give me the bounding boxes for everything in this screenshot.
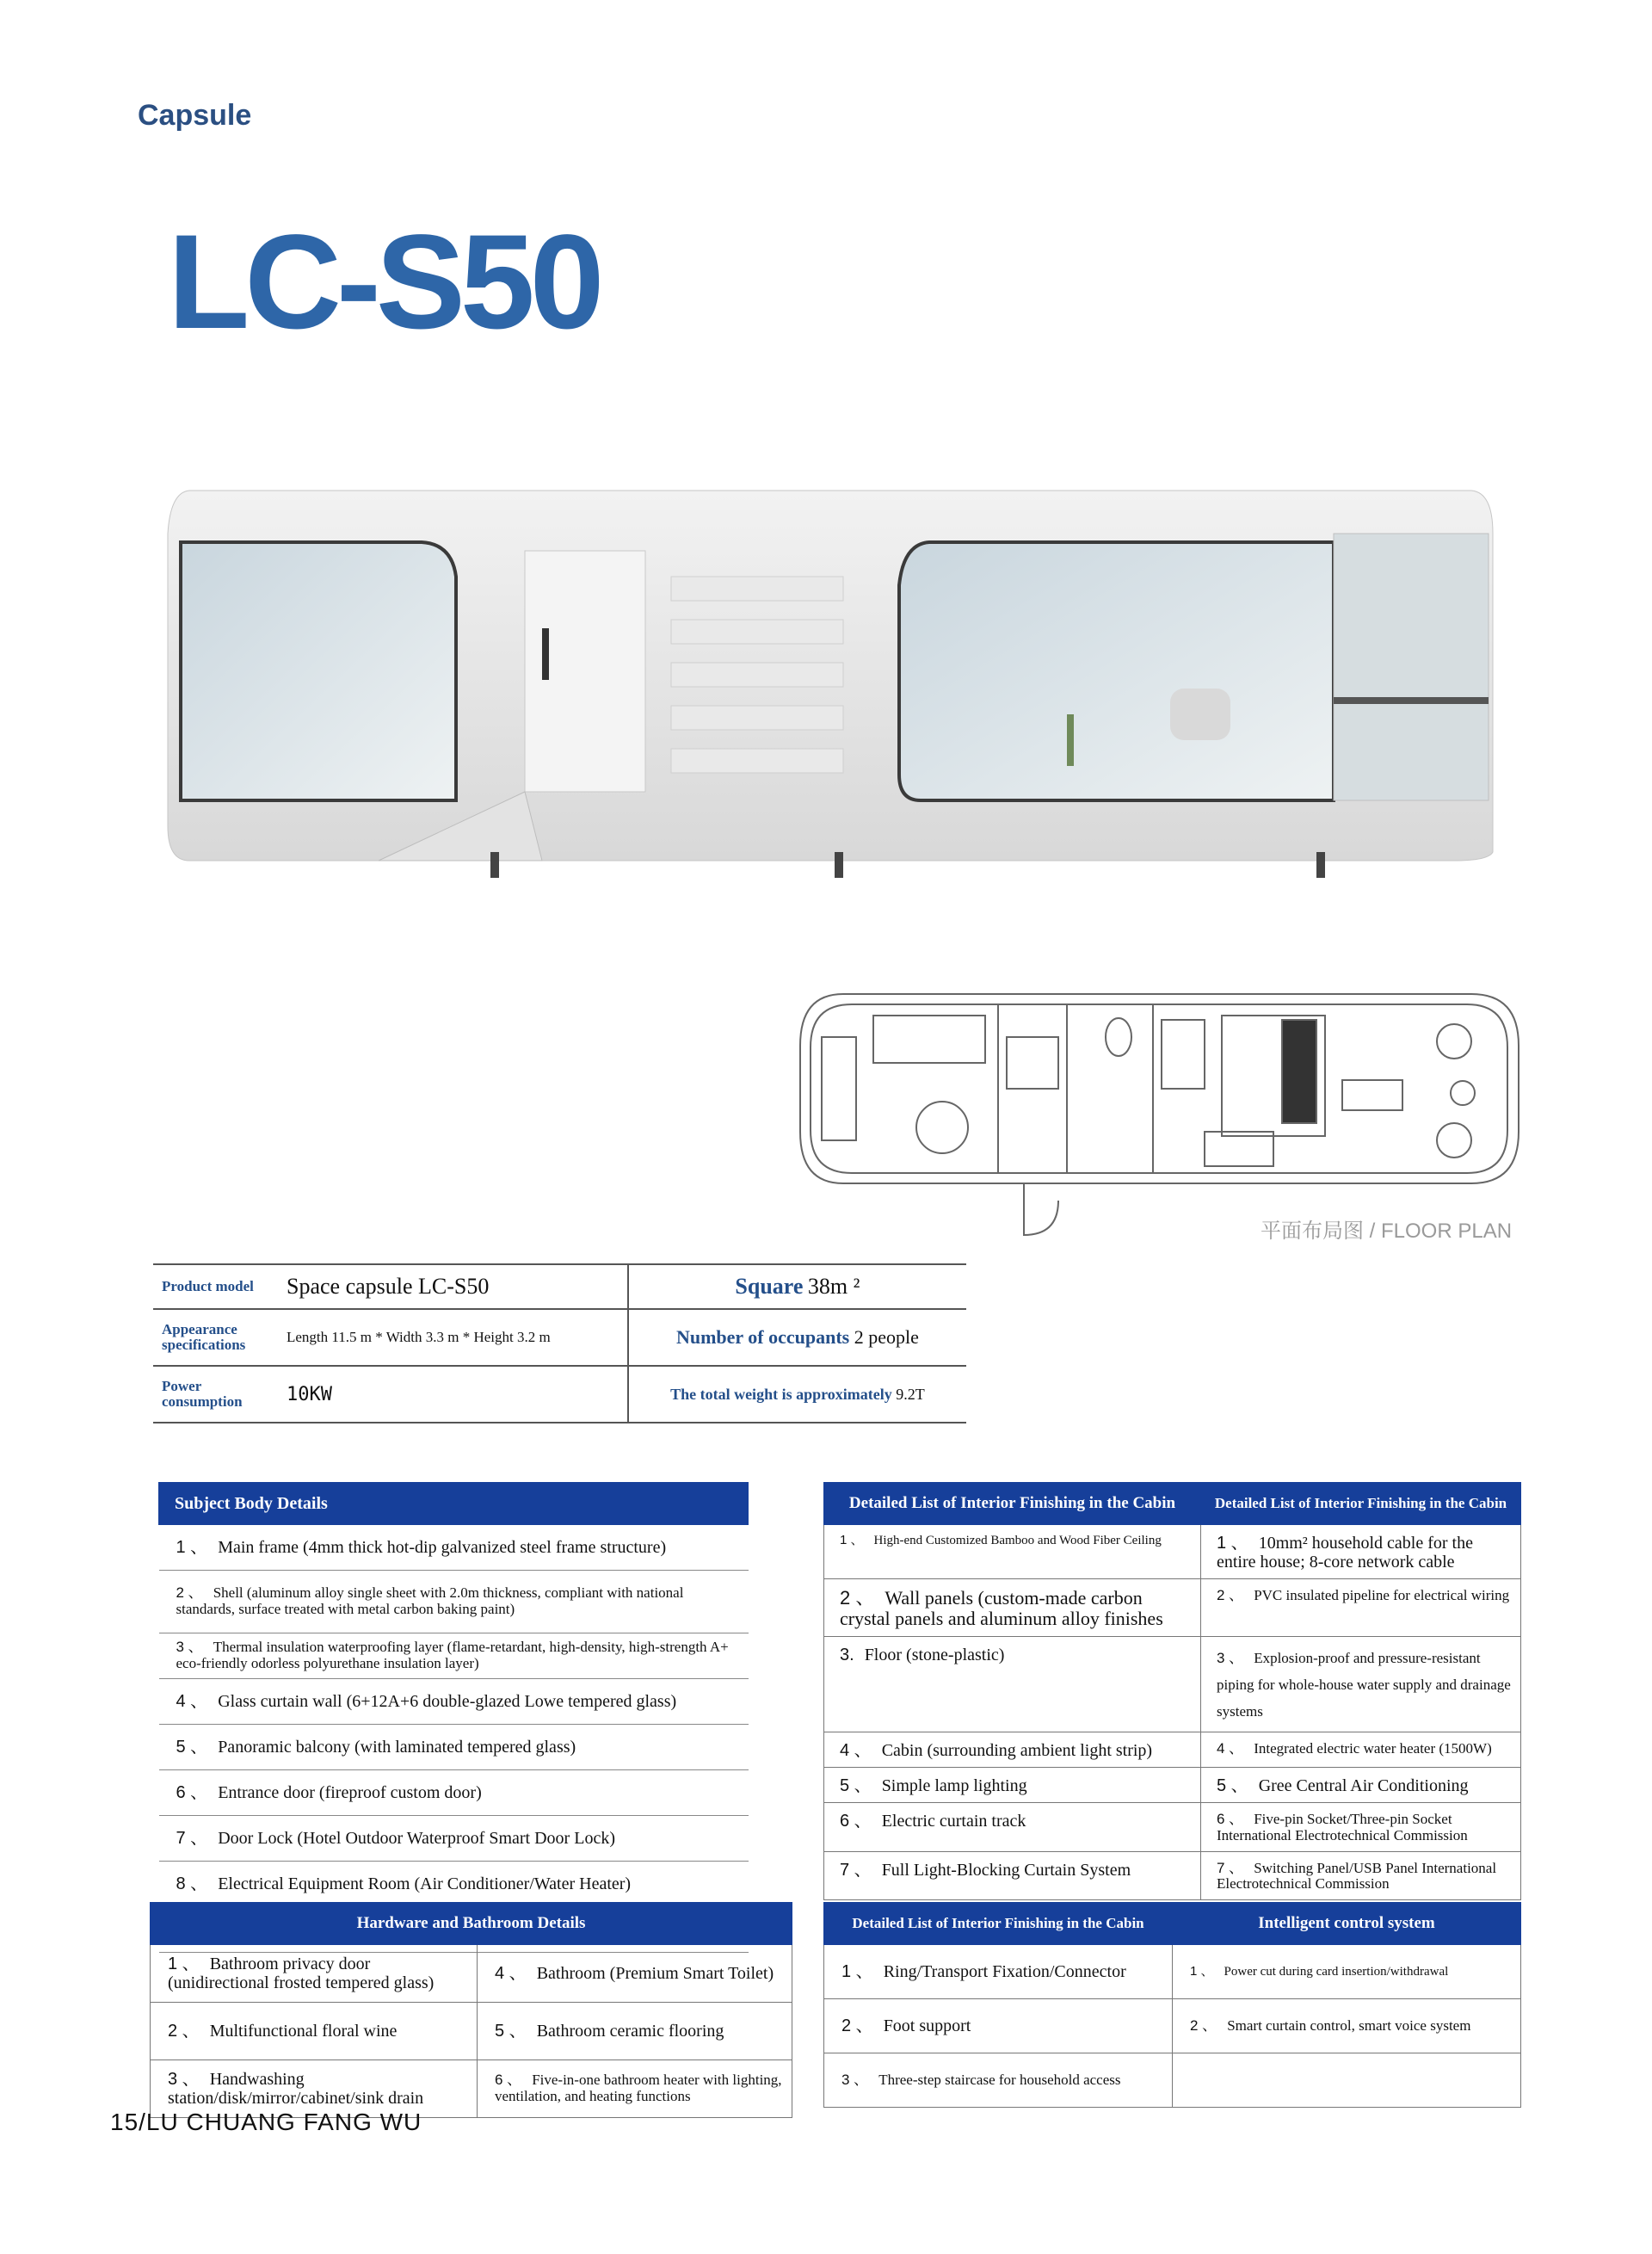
subject-body-title: Subject Body Details [159,1483,749,1525]
table-row [824,1803,1521,1851]
table-row [159,1725,749,1770]
category-label: Capsule [138,99,252,132]
product-model-value: Space capsule LC-S50 [278,1264,628,1309]
spec-table [153,1263,966,1423]
square-label: Square [735,1274,804,1299]
subject-body-table [158,1482,749,1953]
list-item: 7 、 Door Lock (Hotel Outdoor Waterproof Smart Door Lock) [159,1816,749,1862]
list-item: 3 、 Thermal insulation waterproofing layer (flame-retardant, high-density, high-strength A+ eco-friendly odorless polyurethane insulation layer) [159,1633,749,1679]
page-footer: 15/LU CHUANG FANG WU [110,2109,422,2135]
interior-right-cell: 6 、 Five-pin Socket/Three-pin Socket International Electrotechnical Commission [1201,1803,1521,1851]
control-left-cell: 1 、 Ring/Transport Fixation/Connector [824,1945,1173,1999]
table-row [824,1525,1521,1579]
table-row [159,1770,749,1816]
interior-left-cell: 1 、 High-end Customized Bamboo and Wood Fiber Ceiling [824,1525,1201,1579]
table-row [151,2003,792,2060]
interior-left-cell: 6 、 Electric curtain track [824,1803,1201,1851]
hardware-left-cell: 3 、 Handwashing station/disk/mirror/cabinet/sink drain [151,2060,478,2118]
power-value: 10KW [278,1366,628,1423]
control-system-table [823,1902,1521,2108]
control-right-cell: 1 、 Power cut during card insertion/withdrawal [1173,1945,1521,1999]
interior-right-cell: 1 、 10mm² household cable for the entire house; 8-core network cable [1201,1525,1521,1579]
table-row [824,1732,1521,1768]
interior-finishing-table [823,1482,1521,1900]
interior-right-cell: 2 、 PVC insulated pipeline for electrical wiring [1201,1579,1521,1637]
interior-title-left: Detailed List of Interior Finishing in the Cabin [824,1483,1201,1525]
list-item: 4 、 Glass curtain wall (6+12A+6 double-glazed Lowe tempered glass) [159,1679,749,1725]
floor-plan-caption: 平面布局图 / FLOOR PLAN [1261,1220,1513,1243]
interior-title-right: Detailed List of Interior Finishing in the Cabin [1201,1483,1521,1525]
table-row [824,1768,1521,1803]
product-model-label: Product model [153,1264,278,1309]
control-left-cell: 3 、 Three-step staircase for household access [824,2053,1173,2108]
power-label: Power consumption [153,1366,278,1423]
control-left-cell: 2 、 Foot support [824,1999,1173,2053]
table-row [824,1945,1521,1999]
hardware-left-cell: 2 、 Multifunctional floral wine [151,2003,478,2060]
weight-cell [628,1366,966,1423]
interior-right-cell: 3 、 Explosion-proof and pressure-resistant piping for whole-house water supply and drainage systems [1201,1637,1521,1732]
interior-right-cell: 4 、 Integrated electric water heater (1500W) [1201,1732,1521,1768]
interior-left-cell: 7 、 Full Light-Blocking Curtain System [824,1851,1201,1899]
table-row [159,1816,749,1862]
control-right-cell [1173,2053,1521,2108]
weight-label: The total weight is approximately [670,1385,892,1403]
interior-right-cell: 7 、 Switching Panel/USB Panel International Electrotechnical Commission [1201,1851,1521,1899]
list-item: 5 、 Panoramic balcony (with laminated tempered glass) [159,1725,749,1770]
table-row [824,1999,1521,2053]
capsule-photo [163,482,1506,895]
table-row [159,1633,749,1679]
spec-row [153,1309,966,1366]
appearance-label: Appearance specifications [153,1309,278,1366]
table-row [159,1571,749,1633]
interior-right-cell: 5 、 Gree Central Air Conditioning [1201,1768,1521,1803]
table-row [824,1851,1521,1899]
table-row [159,1862,749,1907]
list-item: 6 、 Entrance door (fireproof custom door) [159,1770,749,1816]
model-title-text: LC-S50 [168,207,600,357]
hardware-right-cell: 5 、 Bathroom ceramic flooring [478,2003,792,2060]
occupants-value: 2 people [854,1326,919,1348]
interior-left-cell: 2 、 Wall panels (custom-made carbon crystal panels and aluminum alloy finishes [824,1579,1201,1637]
table-row [824,2053,1521,2108]
hardware-left-cell: 1 、 Bathroom privacy door (unidirectional frosted tempered glass) [151,1945,478,2003]
interior-left-cell: 5 、 Simple lamp lighting [824,1768,1201,1803]
list-item: 2 、 Shell (aluminum alloy single sheet with 2.0m thickness, compliant with national standards, surface treated with metal carbon baking paint) [159,1571,749,1633]
hardware-right-cell: 6 、 Five-in-one bathroom heater with lighting, ventilation, and heating functions [478,2060,792,2118]
spec-row [153,1264,966,1309]
hardware-title: Hardware and Bathroom Details [151,1903,792,1945]
interior-left-cell: 4 、 Cabin (surrounding ambient light strip) [824,1732,1201,1768]
weight-value: 9.2T [896,1385,925,1403]
occupants-label: Number of occupants [675,1326,850,1348]
table-row [151,1945,792,2003]
control-right-cell: 2 、 Smart curtain control, smart voice system [1173,1999,1521,2053]
table-row [159,1525,749,1571]
square-cell [628,1264,966,1309]
control-title-right: Intelligent control system [1173,1903,1521,1945]
occupants-cell [628,1309,966,1366]
table-row [159,1679,749,1725]
interior-left-cell: 3. Floor (stone-plastic) [824,1637,1201,1732]
table-row [824,1637,1521,1732]
hardware-bathroom-table [150,1902,792,2118]
hardware-right-cell: 4 、 Bathroom (Premium Smart Toilet) [478,1945,792,2003]
list-item: 8 、 Electrical Equipment Room (Air Conditioner/Water Heater) [159,1862,749,1907]
spec-row [153,1366,966,1423]
list-item: 1 、 Main frame (4mm thick hot-dip galvanized steel frame structure) [159,1525,749,1571]
control-title-left: Detailed List of Interior Finishing in the Cabin [824,1903,1173,1945]
table-row [824,1579,1521,1637]
appearance-value: Length 11.5 m * Width 3.3 m * Height 3.2 m [278,1309,628,1366]
square-value: 38m ² [807,1274,860,1299]
model-title [168,207,600,357]
